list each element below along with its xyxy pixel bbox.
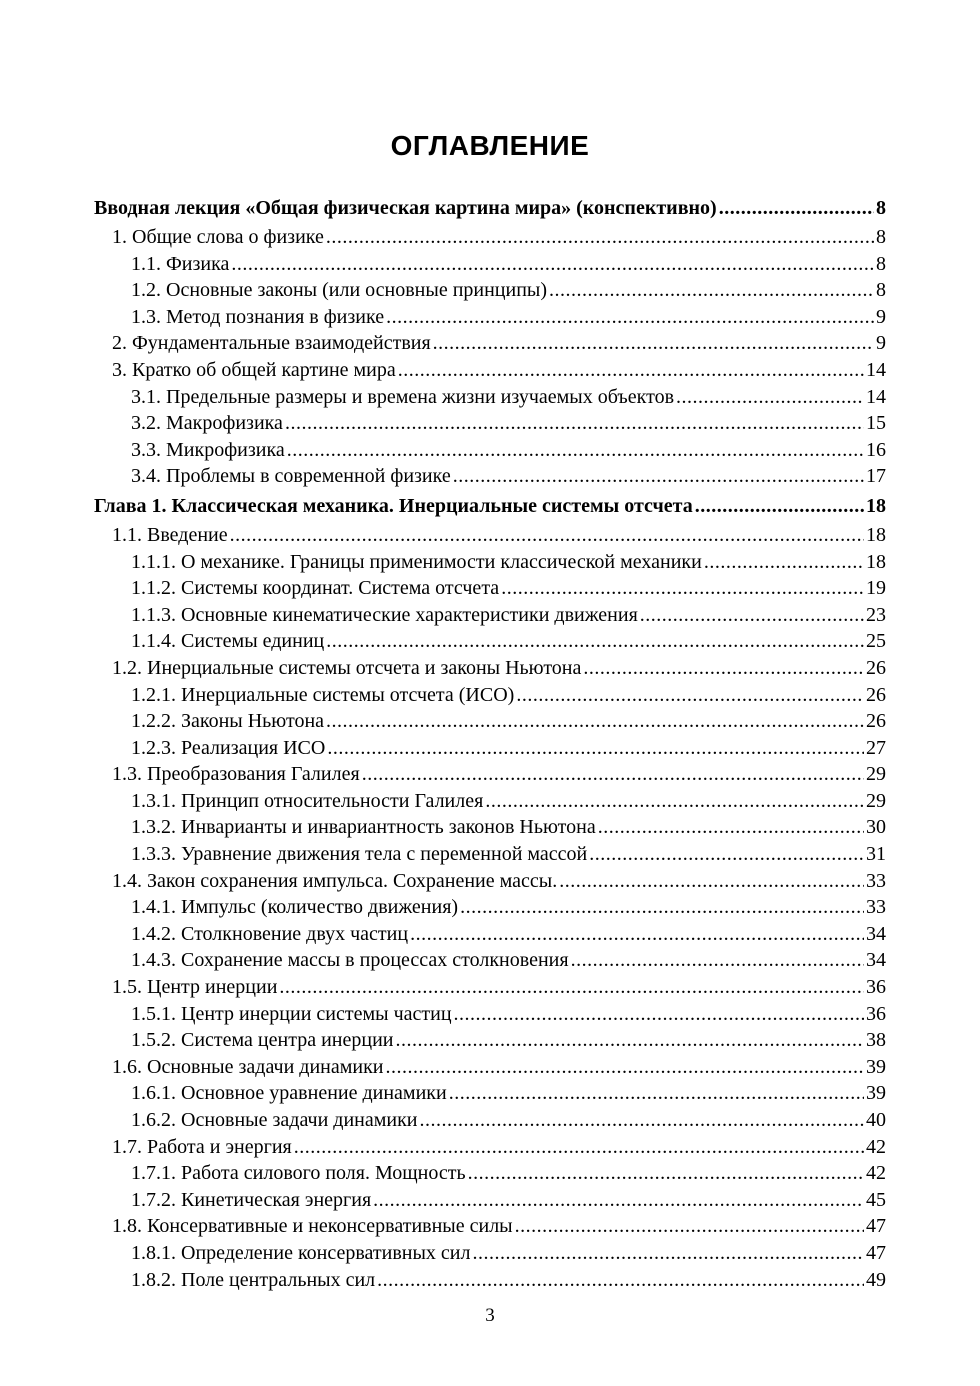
toc-entry-title: 3.2. Макрофизика — [131, 412, 283, 435]
toc-entry — [94, 304, 886, 331]
toc-entry — [94, 1187, 886, 1214]
toc-entry-page: 18 — [866, 550, 886, 573]
toc-entry — [94, 921, 886, 948]
dot-leader — [231, 251, 874, 278]
dot-leader — [485, 788, 864, 815]
toc-entry — [94, 708, 886, 735]
toc-entry — [94, 410, 886, 437]
page-number: 3 — [485, 1305, 495, 1326]
toc-entry — [94, 628, 886, 655]
table-of-contents — [94, 192, 886, 1293]
toc-entry-title: 3. Кратко об общей картине мира — [112, 358, 396, 381]
toc-entry-page: 9 — [876, 305, 886, 328]
toc-entry — [94, 974, 886, 1001]
dot-leader — [373, 1187, 864, 1214]
toc-entry-title: 1.2. Основные законы (или основные принципы) — [131, 279, 548, 302]
toc-entry-title: 1.1. Введение — [112, 523, 228, 546]
toc-entry-page: 34 — [866, 922, 886, 945]
toc-entry — [94, 1160, 886, 1187]
dot-leader — [386, 304, 874, 331]
toc-entry — [94, 490, 886, 522]
dot-leader — [704, 549, 864, 576]
toc-entry-page: 29 — [866, 763, 886, 786]
toc-entry-page: 15 — [866, 412, 886, 435]
toc-entry-title: 1.1.4. Системы единиц — [131, 630, 325, 653]
dot-leader — [449, 1080, 864, 1107]
toc-entry — [94, 549, 886, 576]
toc-entry — [94, 788, 886, 815]
dot-leader — [640, 602, 864, 629]
toc-entry — [94, 947, 886, 974]
dot-leader — [327, 735, 864, 762]
toc-entry — [94, 761, 886, 788]
toc-entry-page: 8 — [876, 197, 886, 219]
toc-entry-title: 3.4. Проблемы в современной физике — [131, 465, 451, 488]
toc-entry-title: 1.3.2. Инварианты и инвариантность законов Ньютона — [131, 816, 596, 839]
toc-entry — [94, 384, 886, 411]
toc-entry-page: 29 — [866, 789, 886, 812]
toc-entry — [94, 277, 886, 304]
toc-entry-title: 1.5.1. Центр инерции системы частиц — [131, 1002, 452, 1025]
toc-entry-page: 39 — [866, 1082, 886, 1105]
toc-entry-title: Вводная лекция «Общая физическая картина мира» (конспективно) — [94, 197, 717, 219]
toc-entry-page: 19 — [866, 577, 886, 600]
toc-entry-title: 1.3.3. Уравнение движения тела с переменной массой — [131, 843, 588, 866]
toc-entry — [94, 1240, 886, 1267]
toc-entry-title: 1.7. Работа и энергия — [112, 1135, 292, 1158]
dot-leader — [468, 1160, 864, 1187]
toc-entry — [94, 251, 886, 278]
toc-entry-page: 30 — [866, 816, 886, 839]
toc-entry-title: 1.8.2. Поле центральных сил — [131, 1268, 376, 1291]
dot-leader — [287, 437, 864, 464]
toc-entry — [94, 1080, 886, 1107]
toc-entry-page: 31 — [866, 843, 886, 866]
dot-leader — [285, 410, 864, 437]
toc-entry-page: 8 — [876, 226, 886, 248]
toc-entry-title: 1.4.3. Сохранение массы в процессах столкновения — [131, 949, 569, 972]
toc-entry — [94, 522, 886, 549]
toc-entry-page: 34 — [866, 949, 886, 972]
toc-entry-title: 1.5.2. Система центра инерции — [131, 1029, 394, 1052]
dot-leader — [377, 1267, 864, 1294]
toc-entry-page: 36 — [866, 976, 886, 999]
toc-entry — [94, 735, 886, 762]
toc-entry — [94, 224, 886, 251]
toc-entry-page: 49 — [866, 1268, 886, 1291]
dot-leader — [279, 974, 864, 1001]
dot-leader — [398, 357, 864, 384]
toc-entry-page: 39 — [866, 1055, 886, 1078]
toc-entry-page: 26 — [866, 656, 886, 679]
toc-entry-page: 47 — [866, 1215, 886, 1238]
toc-entry — [94, 1027, 886, 1054]
toc-entry-title: 1.3.1. Принцип относительности Галилея — [131, 789, 484, 812]
toc-entry — [94, 841, 886, 868]
toc-entry-page: 14 — [866, 385, 886, 408]
toc-entry-page: 26 — [866, 710, 886, 733]
toc-entry — [94, 682, 886, 709]
toc-entry — [94, 655, 886, 682]
toc-entry — [94, 192, 886, 224]
toc-entry — [94, 575, 886, 602]
dot-leader — [598, 814, 864, 841]
toc-entry — [94, 894, 886, 921]
dot-leader — [326, 628, 864, 655]
toc-entry — [94, 814, 886, 841]
dot-leader — [410, 921, 864, 948]
toc-entry-title: 1.4.1. Импульс (количество движения) — [131, 896, 459, 919]
toc-entry-page: 26 — [866, 683, 886, 706]
toc-entry-title: 1.1.3. Основные кинематические характеристики движения — [131, 603, 638, 626]
toc-entry-title: 1.7.2. Кинетическая энергия — [131, 1188, 372, 1211]
dot-leader — [294, 1134, 864, 1161]
toc-entry-title: 1.3. Преобразования Галилея — [112, 763, 360, 786]
toc-entry-title: 1.2.2. Законы Ньютона — [131, 710, 325, 733]
toc-entry-title: 1.6.2. Основные задачи динамики — [131, 1109, 418, 1131]
dot-leader — [395, 1027, 864, 1054]
toc-entry-title: 1.8.1. Определение консервативных сил — [131, 1241, 471, 1264]
toc-entry-title: 3.3. Микрофизика — [131, 438, 285, 461]
toc-entry-title: 1. Общие слова о физике — [112, 226, 324, 248]
toc-entry-title: 1.2.3. Реализация ИСО — [131, 736, 326, 759]
dot-leader — [362, 761, 864, 788]
toc-entry-page: 42 — [866, 1162, 886, 1185]
dot-leader — [453, 463, 864, 490]
toc-entry — [94, 357, 886, 384]
dot-leader — [516, 682, 864, 709]
toc-entry-page: 27 — [866, 736, 886, 759]
toc-entry — [94, 1134, 886, 1161]
toc-entry — [94, 330, 886, 357]
toc-entry-title: 1.7.1. Работа силового поля. Мощность — [131, 1162, 466, 1185]
toc-entry-page: 17 — [866, 465, 886, 488]
toc-entry-title: 1.6. Основные задачи динамики — [112, 1055, 384, 1078]
toc-entry-page: 25 — [866, 630, 886, 653]
page-title: ОГЛАВЛЕНИЕ — [390, 130, 590, 161]
toc-entry-page: 23 — [866, 603, 886, 626]
toc-entry-title: 1.1.1. О механике. Границы применимости классической механики — [131, 550, 702, 573]
dot-leader — [695, 490, 864, 522]
toc-entry-page: 14 — [866, 358, 886, 381]
toc-entry-title: 1.4.2. Столкновение двух частиц — [131, 922, 409, 945]
toc-entry — [94, 1054, 886, 1081]
toc-entry — [94, 1001, 886, 1028]
toc-entry-page: 36 — [866, 1002, 886, 1025]
toc-entry-page: 8 — [876, 279, 886, 302]
dot-leader — [326, 708, 864, 735]
toc-entry-title: 3.1. Предельные размеры и времена жизни изучаемых объектов — [131, 385, 675, 408]
toc-entry-title: 1.3. Метод познания в физике — [131, 305, 385, 328]
toc-entry-page: 8 — [876, 252, 886, 275]
toc-entry — [94, 463, 886, 490]
dot-leader — [676, 384, 864, 411]
dot-leader — [454, 1001, 864, 1028]
toc-entry-page: 16 — [866, 438, 886, 461]
dot-leader — [719, 192, 874, 224]
toc-entry-page: 18 — [866, 494, 886, 517]
toc-entry-title: 1.1.2. Системы координат. Система отсчета — [131, 577, 500, 600]
dot-leader — [420, 1107, 864, 1134]
toc-entry-page: 47 — [866, 1241, 886, 1264]
toc-entry-page: 33 — [866, 896, 886, 919]
toc-entry-title: 1.8. Консервативные и неконсервативные силы — [112, 1215, 513, 1238]
toc-entry-title: 1.2. Инерциальные системы отсчета и законы Ньютона — [112, 656, 582, 679]
dot-leader — [230, 522, 864, 549]
toc-entry-page: 18 — [866, 523, 886, 546]
toc-entry-title: Глава 1. Классическая механика. Инерциальные системы отсчета — [94, 494, 693, 517]
toc-entry — [94, 868, 886, 895]
dot-leader — [386, 1054, 864, 1081]
dot-leader — [589, 841, 864, 868]
toc-entry-title: 2. Фундаментальные взаимодействия — [112, 332, 431, 355]
dot-leader — [559, 868, 864, 895]
toc-entry — [94, 1107, 886, 1134]
toc-entry-page: 42 — [866, 1135, 886, 1158]
toc-entry-title: 1.2.1. Инерциальные системы отсчета (ИСО) — [131, 683, 515, 706]
dot-leader — [472, 1240, 864, 1267]
dot-leader — [549, 277, 874, 304]
toc-entry — [94, 1267, 886, 1294]
toc-entry-page: 45 — [866, 1188, 886, 1211]
dot-leader — [583, 655, 864, 682]
toc-entry-page: 9 — [876, 332, 886, 355]
toc-entry-title: 1.4. Закон сохранения импульса. Сохранение массы. — [112, 869, 558, 892]
dot-leader — [501, 575, 864, 602]
toc-entry — [94, 1213, 886, 1240]
toc-entry-page: 33 — [866, 869, 886, 892]
dot-leader — [433, 330, 874, 357]
toc-entry — [94, 437, 886, 464]
toc-entry-page: 38 — [866, 1029, 886, 1052]
toc-entry-title: 1.6.1. Основное уравнение динамики — [131, 1082, 447, 1105]
toc-entry-page: 40 — [866, 1109, 886, 1131]
dot-leader — [326, 224, 874, 251]
dot-leader — [515, 1213, 864, 1240]
toc-entry — [94, 602, 886, 629]
dot-leader — [571, 947, 864, 974]
toc-entry-title: 1.5. Центр инерции — [112, 976, 278, 999]
dot-leader — [460, 894, 864, 921]
toc-entry-title: 1.1. Физика — [131, 252, 230, 275]
